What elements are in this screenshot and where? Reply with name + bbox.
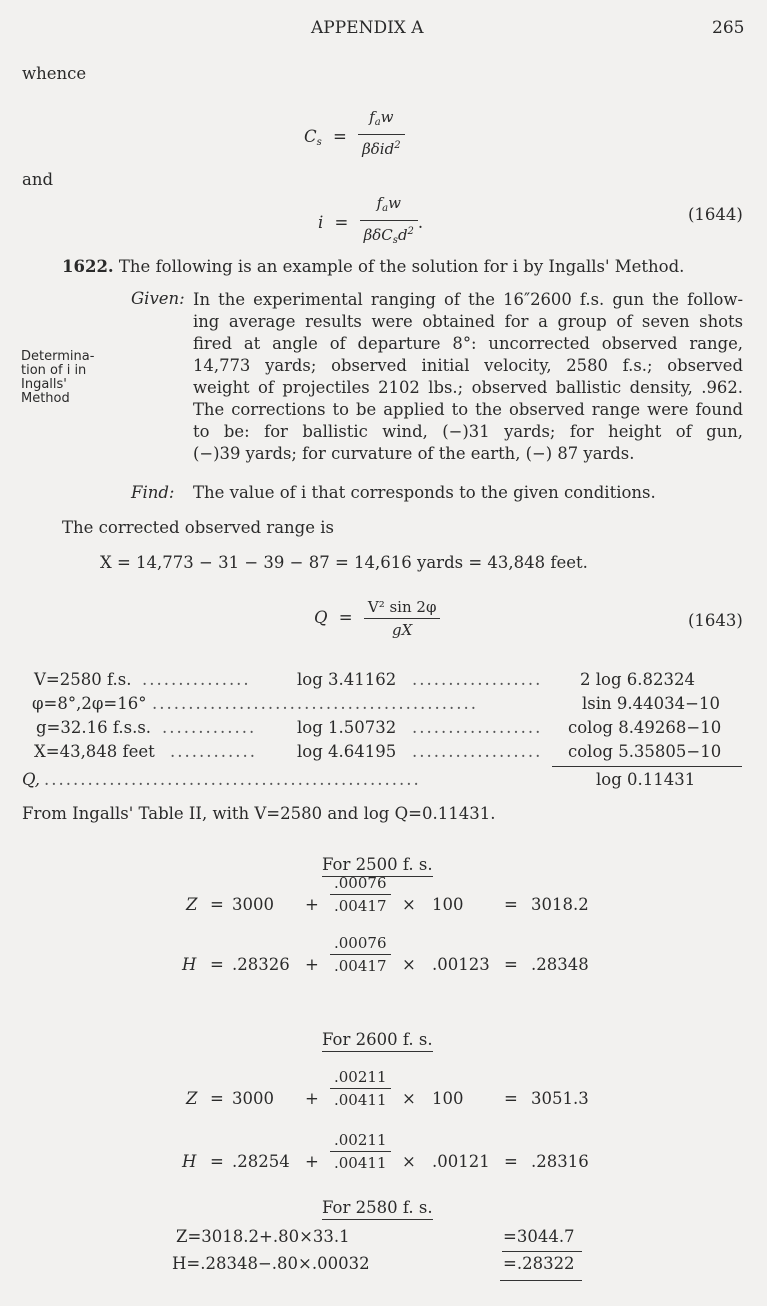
fraction [364, 596, 441, 641]
block-heading-2600: For 2600 f. s. [322, 1030, 433, 1052]
equation-cs [304, 106, 405, 160]
word-and: and [22, 170, 54, 189]
margin-line: Method [21, 391, 70, 406]
base-value: .28254 [232, 1152, 290, 1171]
num-sub: a [382, 203, 389, 214]
leader-dots: .................. [412, 742, 543, 761]
final-result: =3044.7 [503, 1227, 575, 1246]
num-rest: w [388, 194, 401, 212]
given-line: ing average results were obtained for a group of seven shots [193, 312, 743, 331]
fraction [358, 106, 404, 160]
plus-sign: + [305, 895, 319, 914]
given-line: fired at angle of departure 8°: uncorrected observed range, [193, 334, 743, 353]
equals-sign: = [334, 213, 349, 232]
den: βδid [362, 140, 395, 158]
range-intro: The corrected observed range is [62, 518, 334, 537]
section-1622 [62, 257, 684, 276]
word-whence: whence [22, 64, 87, 83]
multiplier: 100 [432, 895, 464, 914]
den: .00411 [334, 1091, 387, 1109]
log-right: lsin 9.44034−10 [582, 694, 720, 713]
final-expr: H=.28348−.80×.00032 [172, 1254, 370, 1273]
log-label: V=2580 f.s. [34, 670, 132, 689]
log-right: 2 log 6.82324 [580, 670, 695, 689]
log-label: g=32.16 f.s.s. [36, 718, 152, 737]
variable: Z [186, 895, 198, 914]
den: .00417 [334, 897, 387, 915]
plus-sign: + [305, 1152, 319, 1171]
log-label: φ=8°,2φ=16° [32, 694, 147, 713]
margin-line: tion of i in [21, 363, 87, 378]
num-sub: a [374, 117, 381, 128]
log-right: colog 5.35805−10 [568, 742, 722, 761]
block-heading-2580: For 2580 f. s. [322, 1198, 433, 1220]
variable: H [182, 955, 197, 974]
base-value: 3000 [232, 1089, 274, 1108]
log-mid: log 4.64195 [297, 742, 397, 761]
variable: H [182, 1152, 197, 1171]
leader-dots: .................................................... [44, 770, 421, 789]
den: .00417 [334, 957, 387, 975]
margin-note [21, 350, 94, 406]
leader-dots: ............... [142, 670, 251, 689]
log-right: log 0.11431 [596, 770, 696, 789]
variable: Z [186, 1089, 198, 1108]
final-result: =.28322 [503, 1254, 575, 1273]
equals-sign: = [210, 895, 224, 914]
equals-sign: = [333, 127, 347, 146]
num: .00211 [330, 1066, 391, 1089]
multiplier: .00123 [432, 955, 490, 974]
fraction [330, 1129, 391, 1174]
fraction [330, 872, 391, 917]
plus-sign: + [305, 955, 319, 974]
times-sign: × [402, 895, 416, 914]
log-mid: log 3.41162 [297, 670, 397, 689]
given-line: to be: for ballistic wind, (−)31 yards; for height of gun, [193, 422, 743, 441]
num-rest: w [380, 108, 394, 126]
margin-line: Determina- [21, 349, 95, 364]
result-rule [500, 1280, 582, 1281]
section-number: 1622. [62, 257, 114, 276]
result-rule [502, 1251, 582, 1252]
eq-lhs: i [318, 213, 324, 232]
base-value: 3000 [232, 895, 274, 914]
given-line: The corrections to be applied to the observed range were found [193, 400, 743, 419]
fraction [330, 932, 391, 977]
num: .00076 [330, 872, 391, 895]
given-line: (−)39 yards; for curvature of the earth, (−) 87 yards. [193, 444, 635, 463]
multiplier: .00121 [432, 1152, 490, 1171]
times-sign: × [402, 955, 416, 974]
multiplier: 100 [432, 1089, 464, 1108]
num: .00211 [330, 1129, 391, 1152]
given-line: In the experimental ranging of the 16″2600 f.s. gun the follow- [193, 290, 743, 309]
equals-sign: = [210, 955, 224, 974]
find-label: Find: [131, 483, 175, 502]
result-value: .28348 [531, 955, 589, 974]
leader-dots: ............. [162, 718, 257, 737]
num: V² sin 2φ [364, 596, 441, 619]
equals-sign: = [504, 1089, 518, 1108]
result-value: .28316 [531, 1152, 589, 1171]
times-sign: × [402, 1152, 416, 1171]
log-label: X=43,848 feet [34, 742, 155, 761]
den: .00411 [334, 1154, 387, 1172]
times-sign: × [402, 1089, 416, 1108]
eq-lhs: C [304, 127, 317, 146]
leader-dots: .................. [412, 670, 543, 689]
given-text [193, 289, 743, 465]
equation-tag: (1643) [688, 611, 743, 630]
eq-lhs-sub: s [316, 137, 322, 148]
page-number: 265 [712, 18, 745, 38]
eq-lhs: Q [314, 608, 328, 627]
plus-sign: + [305, 1089, 319, 1108]
fraction [360, 192, 418, 252]
find-text: The value of i that corresponds to the given conditions. [193, 483, 656, 502]
result-value: 3018.2 [531, 895, 589, 914]
num: f [369, 108, 375, 126]
num: f [376, 194, 383, 212]
equals-sign: = [210, 1089, 224, 1108]
interp-row [186, 895, 197, 914]
fraction [330, 1066, 391, 1111]
given-line: weight of projectiles 2102 lbs.; observed ballistic density, .962. [193, 378, 743, 397]
log-mid: log 1.50732 [297, 718, 397, 737]
given-label: Given: [131, 289, 185, 308]
equation-q [314, 596, 440, 641]
leader-dots: .................. [412, 718, 543, 737]
range-equation: X = 14,773 − 31 − 39 − 87 = 14,616 yards = 43,848 feet. [100, 553, 588, 572]
table-reference: From Ingalls' Table II, with V=2580 and log Q=0.11431. [22, 804, 496, 823]
block-heading-2500: For 2500 f. s. [322, 855, 433, 877]
leader-dots: ............................................. [152, 694, 479, 713]
running-header: APPENDIX A [311, 18, 424, 38]
equals-sign: = [504, 1152, 518, 1171]
log-right: colog 8.49268−10 [568, 718, 722, 737]
den-sup: 2 [394, 140, 401, 151]
equation-tag: (1644) [688, 205, 743, 224]
equals-sign: = [504, 955, 518, 974]
den-sub: s [392, 235, 398, 246]
margin-line: Ingalls' [21, 377, 67, 392]
given-line: 14,773 yards; observed initial velocity, 2580 f.s.; observed [193, 356, 743, 375]
section-text: The following is an example of the solution for i by Ingalls' Method. [118, 257, 685, 276]
equation-i: i = $\frac{f_aw}{\beta\delta C_sd^2}$ . [318, 192, 423, 252]
den-sup: 2 [407, 226, 414, 237]
final-expr: Z=3018.2+.80×33.1 [176, 1227, 350, 1246]
num: .00076 [330, 932, 391, 955]
log-table [22, 670, 742, 800]
result-value: 3051.3 [531, 1089, 589, 1108]
log-label: Q, [22, 770, 40, 789]
equals-sign: = [338, 608, 353, 627]
sum-rule [552, 766, 742, 767]
den-b: d [397, 226, 408, 244]
equals-sign: = [210, 1152, 224, 1171]
equals-sign: = [504, 895, 518, 914]
den: gX [392, 621, 413, 639]
den-a: βδC [363, 226, 393, 244]
leader-dots: ............ [170, 742, 257, 761]
base-value: .28326 [232, 955, 290, 974]
